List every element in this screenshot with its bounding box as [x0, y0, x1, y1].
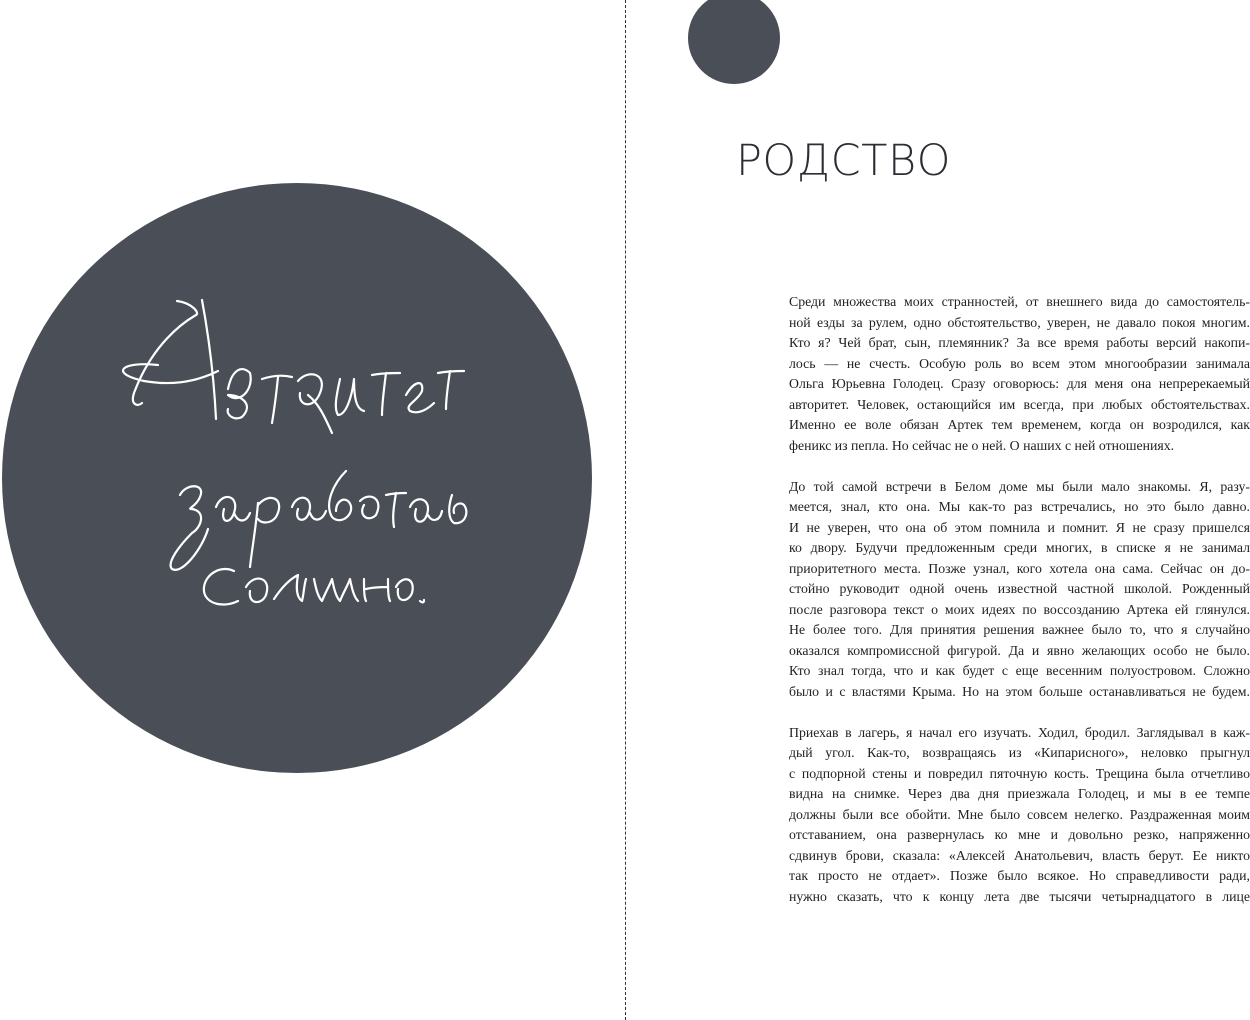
text-line: было и с властями Крыма. Но на этом больше останавливаться не будем. — [789, 683, 1250, 699]
text-line: отставанием, она развернулась ко мне и довольно резко, напряженно — [789, 827, 1250, 842]
text-line: Приехав в лагерь, я начал его изучать. Ходил, бродил. Заглядывал в каж- — [789, 724, 1250, 740]
text-line: должны были все обойти. Мне было совсем нелегко. Раздраженная моим — [789, 806, 1250, 822]
text-line: Кто я? Чей брат, сын, племянник? За все время работы версий накопи- — [789, 335, 1250, 350]
text-line: авторитет. Человек, остающийся им всегда, при любых обстоятельствах. — [789, 396, 1250, 412]
text-line: И не уверен, что она об этом помнила и помнит. Я не сразу пришелся — [789, 519, 1250, 535]
text-line: феникс из пепла. Но сейчас не о ней. О наших с ней отношениях. — [789, 437, 1175, 453]
decorative-circle — [688, 0, 780, 84]
text-line: Не более того. Для принятия решения важнее было то, что я случайно — [789, 622, 1250, 637]
quote-circle — [2, 183, 592, 773]
body-text — [789, 292, 1250, 928]
text-line: Кто знал тогда, что и как будет с еще весенним полуостровом. Сложно — [789, 663, 1250, 678]
chapter-title: РОДСТВО — [736, 136, 951, 186]
text-line: Ольга Юрьевна Голодец. Сразу оговорюсь: для меня она непререкаемый — [789, 376, 1250, 391]
text-line: после разговора текст о моих идеях по воссозданию Артека ей глянулся. — [789, 601, 1250, 617]
text-line: лось — не счесть. Особую роль во всем этом многообразии занимала — [789, 355, 1250, 371]
text-line: ной езды за рулем, одно обстоятельство, уверен, не давало покоя многим. — [789, 314, 1250, 330]
text-line: ко двору. Будучи предложенным среди многих, в списке я не занимал — [789, 540, 1250, 555]
paragraph-3 — [789, 723, 1250, 908]
text-line: с подпорной стены и повредил пяточную кость. Трещина была отчетливо — [789, 765, 1250, 781]
handwriting-line-2 — [171, 471, 467, 570]
text-line: Среди множества моих странностей, от внешнего вида до самостоятель- — [789, 294, 1250, 309]
text-line: До той самой встречи в Белом доме мы были мало знакомы. Я, разу- — [789, 478, 1250, 494]
text-line: меется, знал, кто она. Мы как-то раз встречались, но это было давно. — [789, 499, 1250, 514]
handwriting-line-3 — [204, 569, 424, 605]
handwritten-quote — [2, 183, 592, 773]
text-line: оказался компромиссной фигурой. Да и явно желающих особо не было. — [789, 642, 1250, 658]
handwriting-line-1 — [123, 300, 464, 433]
text-line: видна на снимке. Через два дня приезжала Голодец, и мы в ее темпе — [789, 786, 1250, 801]
text-line: дый угол. Как-то, возвращаясь из «Кипарисного», неловко прыгнул — [789, 745, 1250, 760]
text-line: приоритетного места. Позже узнал, кого хотела она сама. Сейчас он до- — [789, 560, 1250, 576]
text-line: нужно сказать, что к концу лета две тысячи четырнадцатого в лице — [789, 888, 1250, 904]
text-line: так просто не отдает». Позже было всякое. Но справедливости ради, — [789, 868, 1250, 883]
text-line: Именно ее воле обязан Артек тем временем, когда он возродился, как — [789, 417, 1250, 432]
paragraph-2 — [789, 477, 1250, 703]
page-divider — [625, 0, 626, 1020]
text-line: стойно руководит одной очень известной частной школой. Рожденный — [789, 581, 1250, 596]
paragraph-1 — [789, 292, 1250, 456]
text-line: сдвинув брови, сказала: «Алексей Анатольевич, власть берут. Ее никто — [789, 847, 1250, 863]
